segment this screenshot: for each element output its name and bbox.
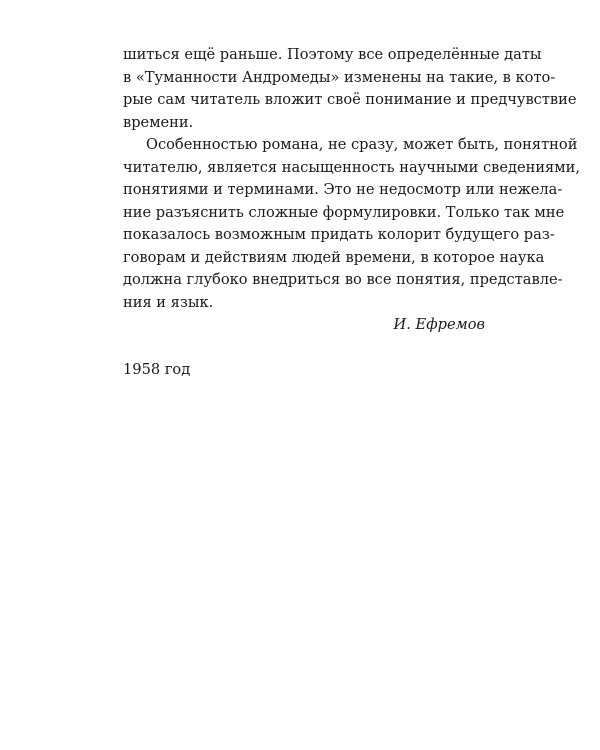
text-line: говорам и действиям людей времени, в которое наука <box>123 248 545 266</box>
text-line: понятиями и терминами. Это не недосмотр или нежела- <box>123 181 563 198</box>
text-line: в «Туманности Андромеды» изменены на такие, в кото- <box>123 68 556 86</box>
text-line: времени. <box>123 113 194 131</box>
author-signature: И. Ефремов <box>393 316 485 333</box>
text-line: должна глубоко внедриться во все понятия, представле- <box>123 271 563 288</box>
text-line: показалось возможным придать колорит будущего раз- <box>123 226 555 243</box>
text-line: читателю, является насыщенность научными сведениями, <box>123 158 580 176</box>
text-line: шиться ещё раньше. Поэтому все определённые даты <box>123 46 542 63</box>
paragraph-1 <box>123 44 577 134</box>
text-line: Особенностью романа, не сразу, может быть, понятной <box>146 136 578 153</box>
paragraph-2 <box>123 134 580 314</box>
text-line: ние разъяснить сложные формулировки. Только так мне <box>123 203 565 221</box>
year-line: 1958 год <box>123 360 191 378</box>
text-line: рые сам читатель вложит своё понимание и предчувствие <box>123 91 577 108</box>
text-block <box>123 44 580 381</box>
text-line: ния и язык. <box>123 293 214 311</box>
